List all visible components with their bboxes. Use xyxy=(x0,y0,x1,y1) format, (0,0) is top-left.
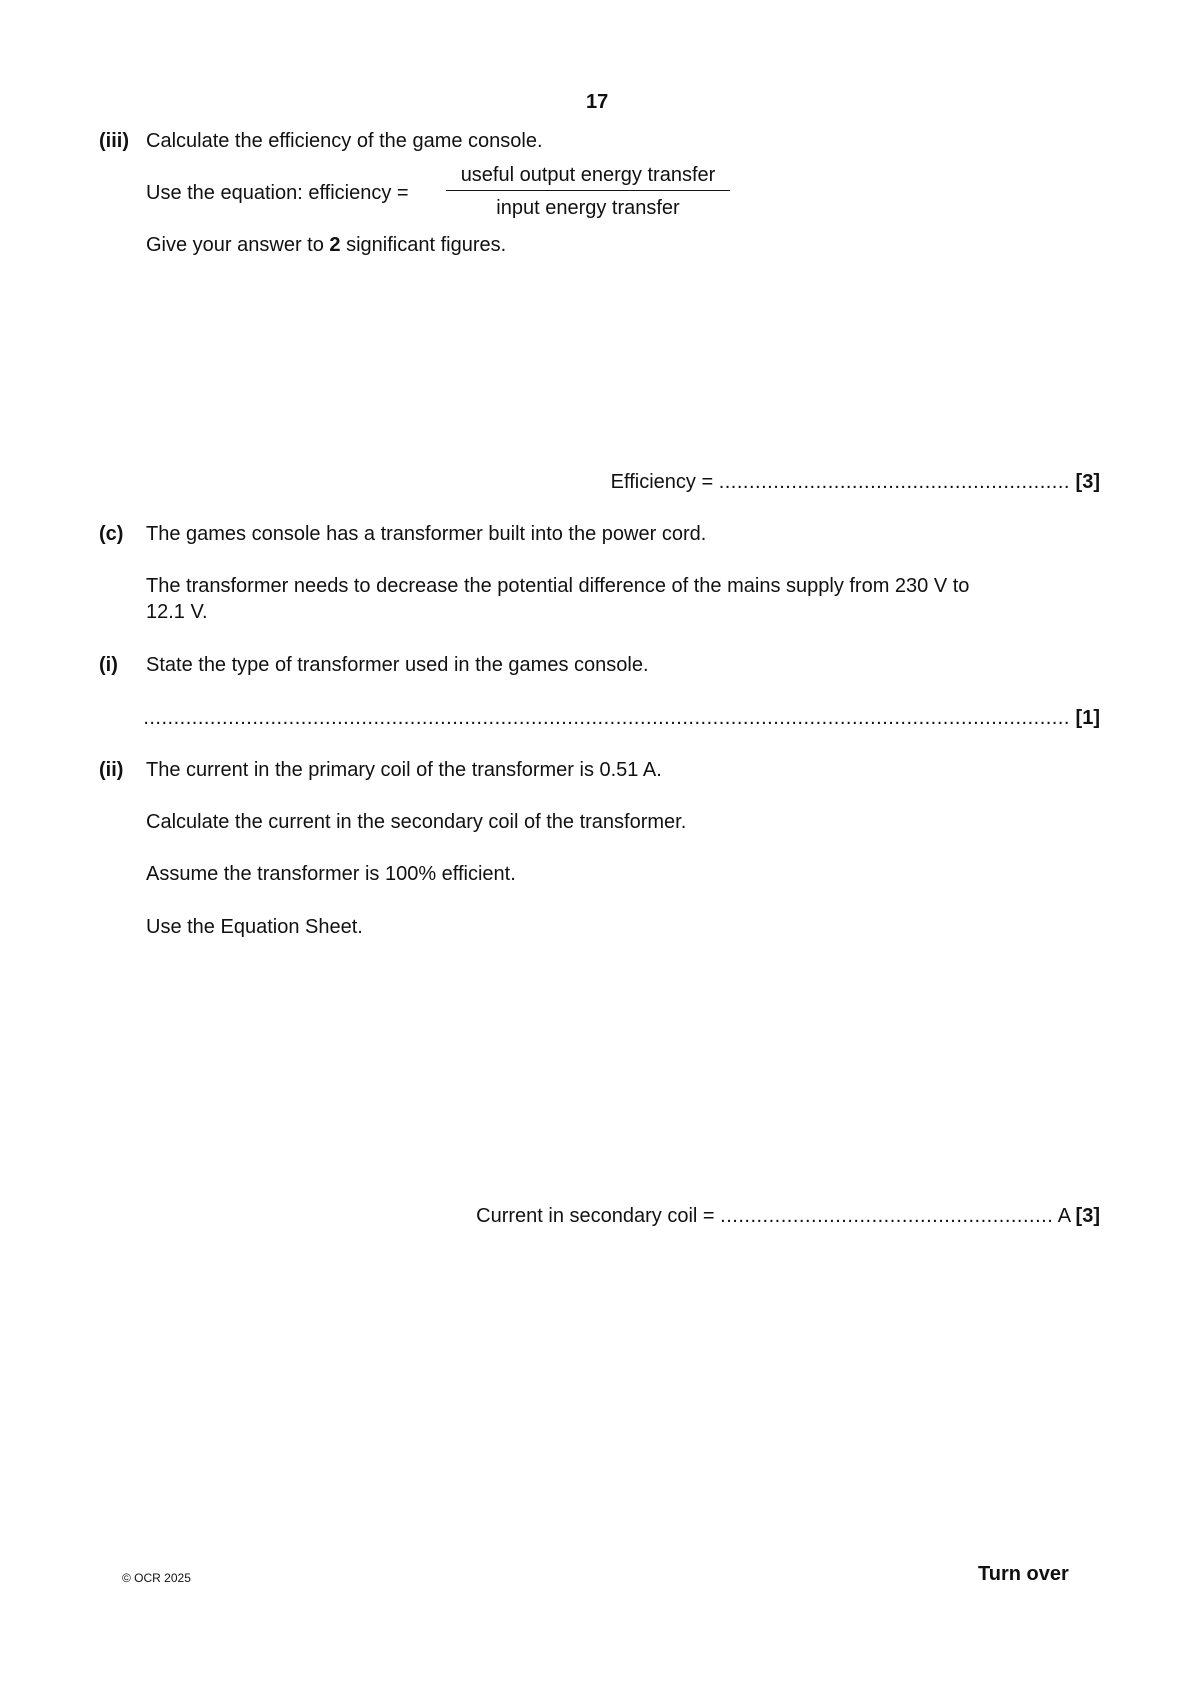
question-label-iii: (iii) xyxy=(99,130,129,152)
equation-prefix: Use the equation: efficiency = xyxy=(146,182,409,204)
question-text-i: State the type of transformer used in the games console. xyxy=(146,654,649,676)
calculate-text: Calculate the current in the secondary coil of the transformer. xyxy=(146,811,687,833)
answer-label: Efficiency = xyxy=(610,471,714,493)
current-answer-line[interactable] xyxy=(476,1204,1100,1228)
marks: [3] xyxy=(1075,1205,1100,1227)
turn-over: Turn over xyxy=(978,1563,1069,1585)
answer-dots[interactable]: .......................................................... xyxy=(718,471,1070,493)
efficiency-fraction xyxy=(446,163,730,220)
question-label-c: (c) xyxy=(99,523,124,545)
context-text: The games console has a transformer built into the power cord. xyxy=(146,523,707,545)
primary-current-text: The current in the primary coil of the transformer is 0.51 A. xyxy=(146,759,662,781)
sigfig-number: 2 xyxy=(329,234,341,256)
fraction-denominator: input energy transfer xyxy=(496,197,680,219)
context-text-2-cont: 12.1 V. xyxy=(146,601,208,623)
fraction-numerator: useful output energy transfer xyxy=(446,163,730,191)
marks: [1] xyxy=(1075,707,1100,729)
question-label-i: (i) xyxy=(99,654,118,676)
answer-label: Current in secondary coil = xyxy=(476,1205,715,1227)
sigfig-pre: Give your answer to xyxy=(146,234,330,256)
answer-dots[interactable]: ......................................................................................................................................................... xyxy=(143,707,1070,729)
page-number: 17 xyxy=(586,91,609,113)
sigfig-post: significant figures. xyxy=(340,234,507,256)
sigfig-instruction xyxy=(146,233,506,257)
assume-text: Assume the transformer is 100% efficient. xyxy=(146,863,516,885)
answer-dots[interactable]: ....................................................... xyxy=(720,1205,1054,1227)
efficiency-answer-line[interactable] xyxy=(611,470,1100,494)
marks: [3] xyxy=(1075,471,1100,493)
question-label-ii: (ii) xyxy=(99,759,124,781)
unit: A xyxy=(1057,1205,1070,1227)
instruction-text: Calculate the efficiency of the game console. xyxy=(146,130,543,152)
type-answer-line[interactable] xyxy=(143,706,1100,730)
equation-sheet-text: Use the Equation Sheet. xyxy=(146,916,363,938)
context-text-2: The transformer needs to decrease the potential difference of the mains supply from 230 V to xyxy=(146,575,970,597)
copyright: © OCR 2025 xyxy=(122,1571,191,1585)
